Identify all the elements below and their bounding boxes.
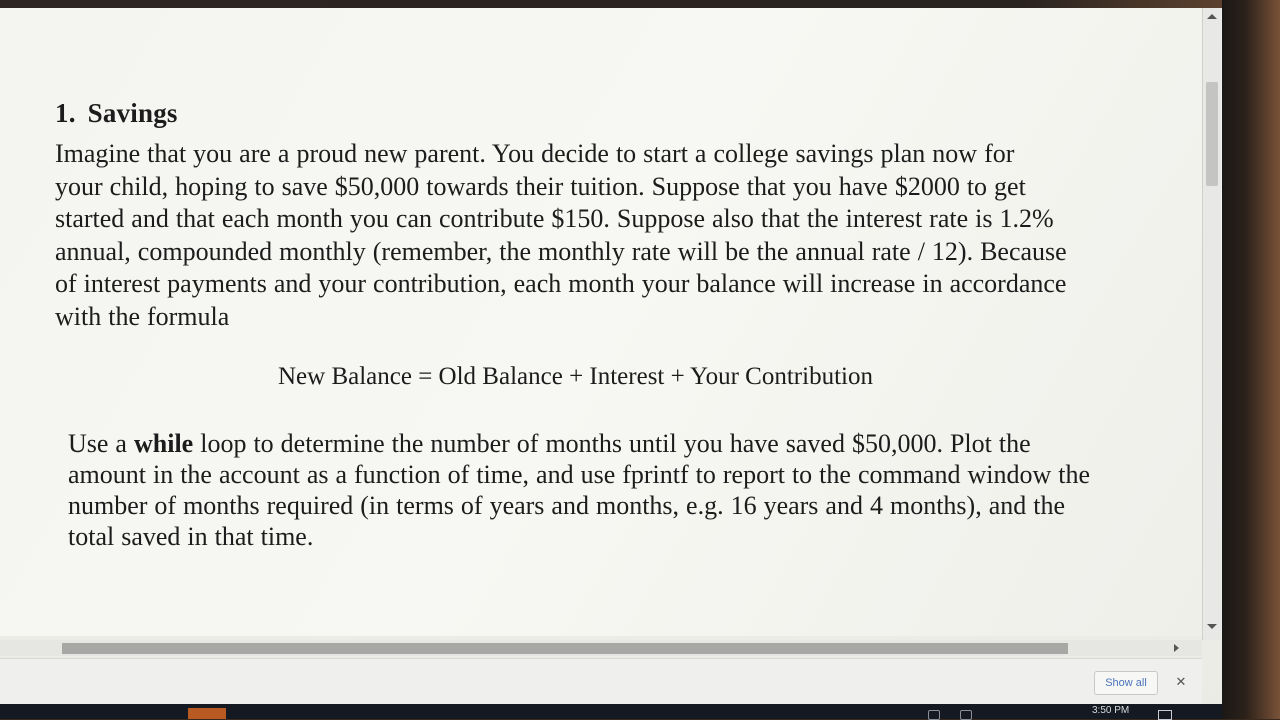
vertical-scroll-thumb[interactable] <box>1206 82 1218 186</box>
instructions-line: number of months required (in terms of years and months, e.g. 16 years and 4 months), and the <box>68 491 1065 520</box>
close-icon[interactable]: ✕ <box>1175 674 1187 689</box>
monitor-screen <box>0 8 1222 708</box>
taskbar-app-icon[interactable] <box>188 708 226 719</box>
paragraph-line: your child, hoping to save $50,000 towards their tuition. Suppose that you have $2000 to get <box>55 171 1026 201</box>
taskbar-clock[interactable]: 3:50 PM <box>1092 705 1130 716</box>
horizontal-scroll-thumb[interactable] <box>62 643 1068 654</box>
instructions-text: Use a <box>68 429 134 458</box>
heading-title: Savings <box>87 98 178 128</box>
download-bar <box>0 658 1202 705</box>
scroll-right-arrow-icon[interactable] <box>1174 644 1179 652</box>
scroll-down-arrow-icon[interactable] <box>1207 624 1217 629</box>
instructions-line <box>68 428 1168 459</box>
instructions-line: total saved in that time. <box>68 522 314 551</box>
show-all-button[interactable]: Show all <box>1094 671 1158 695</box>
scroll-up-arrow-icon[interactable] <box>1207 14 1217 19</box>
section-heading <box>55 98 178 129</box>
taskbar <box>0 704 1222 719</box>
instructions-paragraph <box>68 428 1168 552</box>
heading-number: 1. <box>55 98 76 128</box>
paragraph-line: Imagine that you are a proud new parent. You decide to start a college savings plan now for <box>55 139 1015 168</box>
instructions-text: loop to determine the number of months until you have saved $50,000. Plot the <box>193 429 1031 458</box>
paragraph-line: started and that each month you can contribute $150. Suppose also that the interest rate is 1.2% <box>55 204 1054 233</box>
paragraph-line: with the formula <box>55 301 230 331</box>
paragraph-line: of interest payments and your contribution, each month your balance will increase in accordance <box>55 269 1067 298</box>
document-page <box>0 8 1202 636</box>
horizontal-scrollbar[interactable] <box>0 640 1202 656</box>
balance-formula: New Balance = Old Balance + Interest + Your Contribution <box>278 363 873 390</box>
instructions-line: amount in the account as a function of time, and use fprintf to report to the command window the <box>68 460 1091 489</box>
paragraph-line: annual, compounded monthly (remember, the monthly rate will be the annual rate / 12). Because <box>55 236 1067 266</box>
monitor-bezel <box>1222 0 1280 719</box>
problem-paragraph <box>55 138 1165 333</box>
vertical-scrollbar[interactable] <box>1202 8 1221 640</box>
while-keyword: while <box>133 429 194 458</box>
